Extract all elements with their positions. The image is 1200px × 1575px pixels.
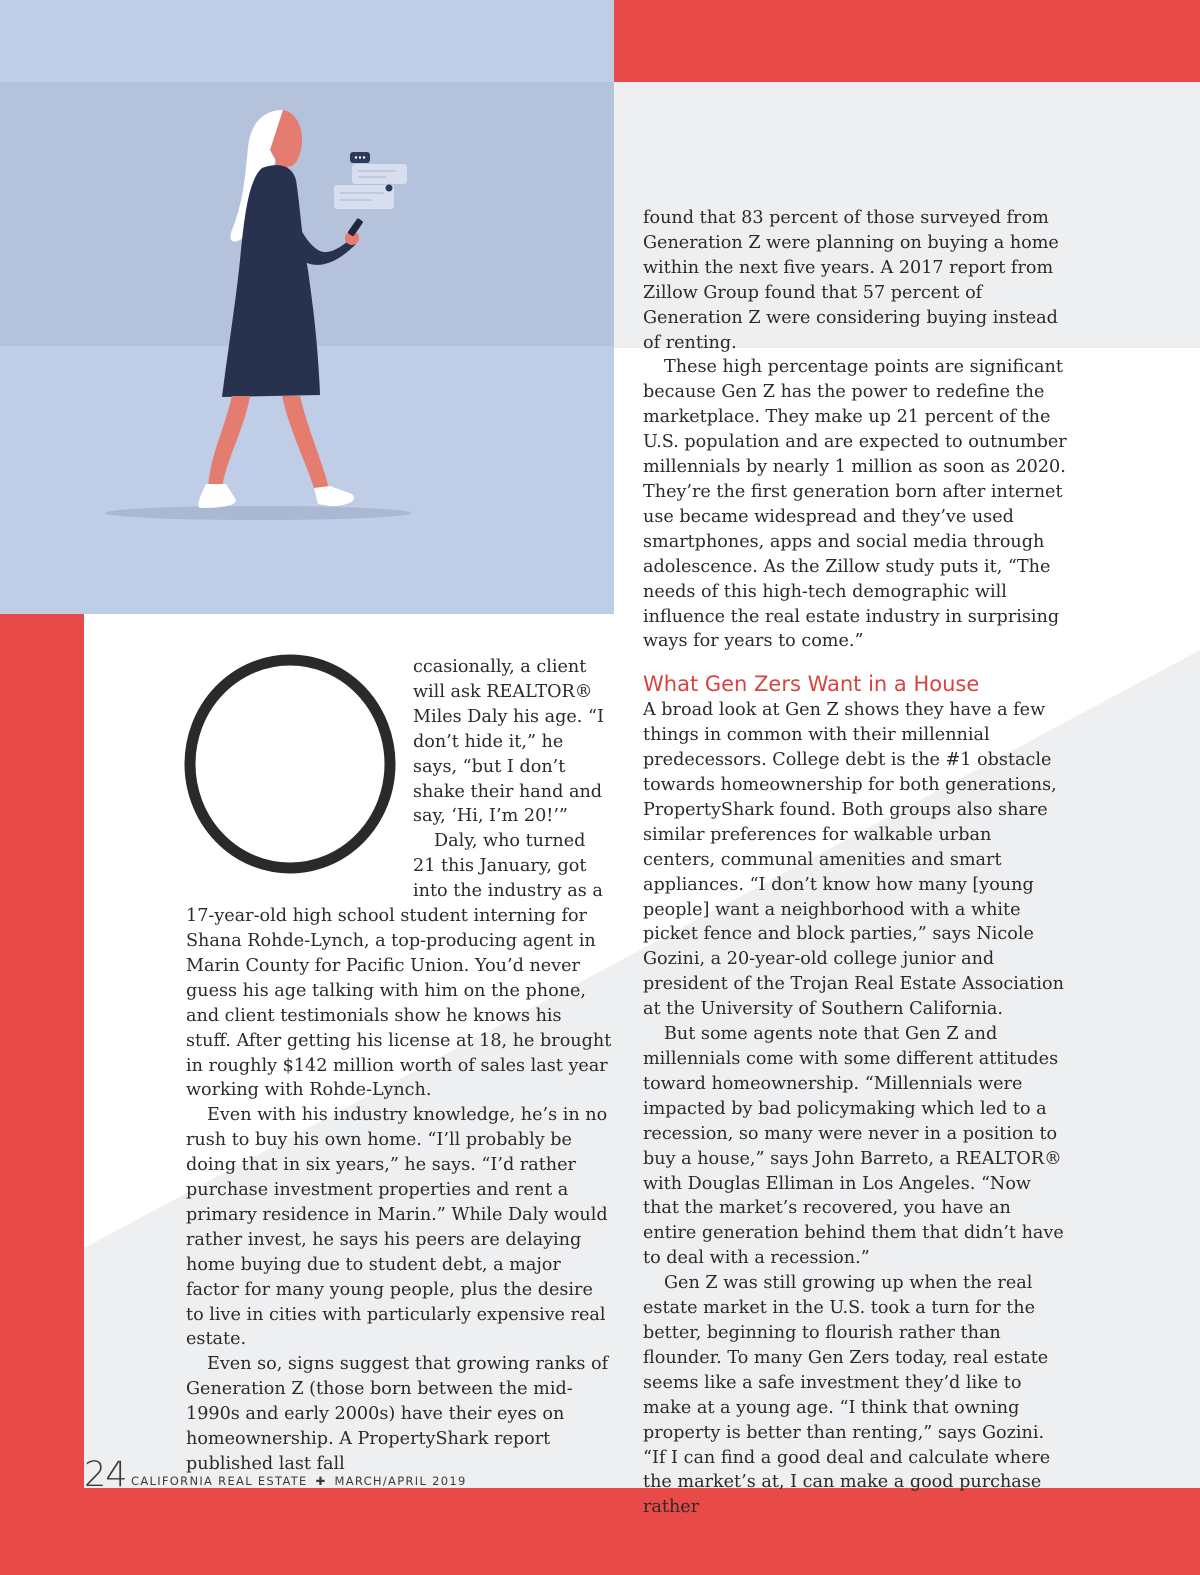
paragraph: Daly, who turned 21 this January, got into the industry as a 17-year-old high school student interning for Shana Rohde-Lynch, a top-producing agent in Marin County for Pacific Union. You’d never guess his age talking with him on the phone, and client testimonials show he knows his stuff. After getting his license at 18, he brought in roughly $142 million worth of sales last year working with Rohde-Lynch. (186, 831, 612, 1101)
page-number: 24 (84, 1455, 127, 1495)
paragraph: Gen Z was still growing up when the real estate market in the U.S. took a turn for the better, beginning to flourish rather than flounder. To many Gen Zers today, real estate seems like a safe investment they’d like to make at a young age. “I think that owning property is better than renting,” says Gozini. “If I can find a good deal and calculate where the market’s at, I can make a good purchase rather (643, 1273, 1051, 1518)
article-column-left (186, 655, 612, 1477)
publication-name: CALIFORNIA REAL ESTATE (131, 1474, 308, 1488)
issue-date: MARCH/APRIL 2019 (334, 1474, 467, 1488)
paragraph: found that 83 percent of those surveyed from Generation Z were planning on buying a home within the next five years. A 2017 report from Zillow Group found that 57 percent of Generation Z were considering buying instead of renting. (643, 208, 1059, 353)
red-block-top (614, 0, 1200, 82)
woman-walking-with-phone-icon (0, 0, 614, 614)
footer-folio (131, 1474, 467, 1488)
section-subhead: What Gen Zers Want in a House (643, 672, 980, 697)
paragraph: ccasionally, a client will ask REALTOR® Miles Daly his age. “I don’t hide it,” he says, “but I don’t shake their hand and say, ‘Hi, I’m 20!’” (413, 657, 604, 827)
dropcap-spacer (186, 656, 413, 893)
paragraph: A broad look at Gen Z shows they have a few things in common with their millennial predecessors. College debt is the #1 obstacle towards homeownership for both generations, PropertyShark found. Both groups also share similar preferences for walkable urban centers, communal amenities and smart appliances. “I don’t know how many [young people] want a neighborhood with a white picket fence and block parties,” says Nicole Gozini, a 20-year-old college junior and president of the Trojan Real Estate Association at the University of Southern California. (643, 700, 1064, 1020)
paragraph: Even so, signs suggest that growing ranks of Generation Z (those born between the mid-1990s and early 2000s) have their eyes on homeownership. A PropertyShark report published last fall (186, 1354, 609, 1474)
paragraph: Even with his industry knowledge, he’s in no rush to buy his own home. “I’ll probably be doing that in six years,” he says. “I’d rather purchase investment properties and rent a primary residence in Marin.” While Daly would rather invest, he says his peers are delaying home buying due to student debt, a major factor for many young people, plus the desire to live in cities with particularly expensive real estate. (186, 1105, 608, 1350)
red-bar-left (0, 614, 84, 1575)
paragraph: These high percentage points are significant because Gen Z has the power to redefine the marketplace. They make up 21 percent of the U.S. population and are expected to outnumber millennials by nearly 1 million as soon as 2020. They’re the first generation born after internet use became widespread and they’ve used smartphones, apps and social media through adolescence. As the Zillow study puts it, “The needs of this high-tech demographic will influence the real estate industry in surprising ways for years to come.” (643, 357, 1067, 652)
article-column-right (643, 206, 1068, 1520)
plus-icon: ✚ (315, 1474, 327, 1488)
paragraph: But some agents note that Gen Z and millennials come with some different attitudes toward homeownership. “Millennials were impacted by bad policymaking which led to a recession, so many were never in a position to buy a house,” says John Barreto, a REALTOR® with Douglas Elliman in Los Angeles. “Now that the market’s recovered, you have an entire generation behind them that didn’t have to deal with a recession.” (643, 1024, 1064, 1269)
